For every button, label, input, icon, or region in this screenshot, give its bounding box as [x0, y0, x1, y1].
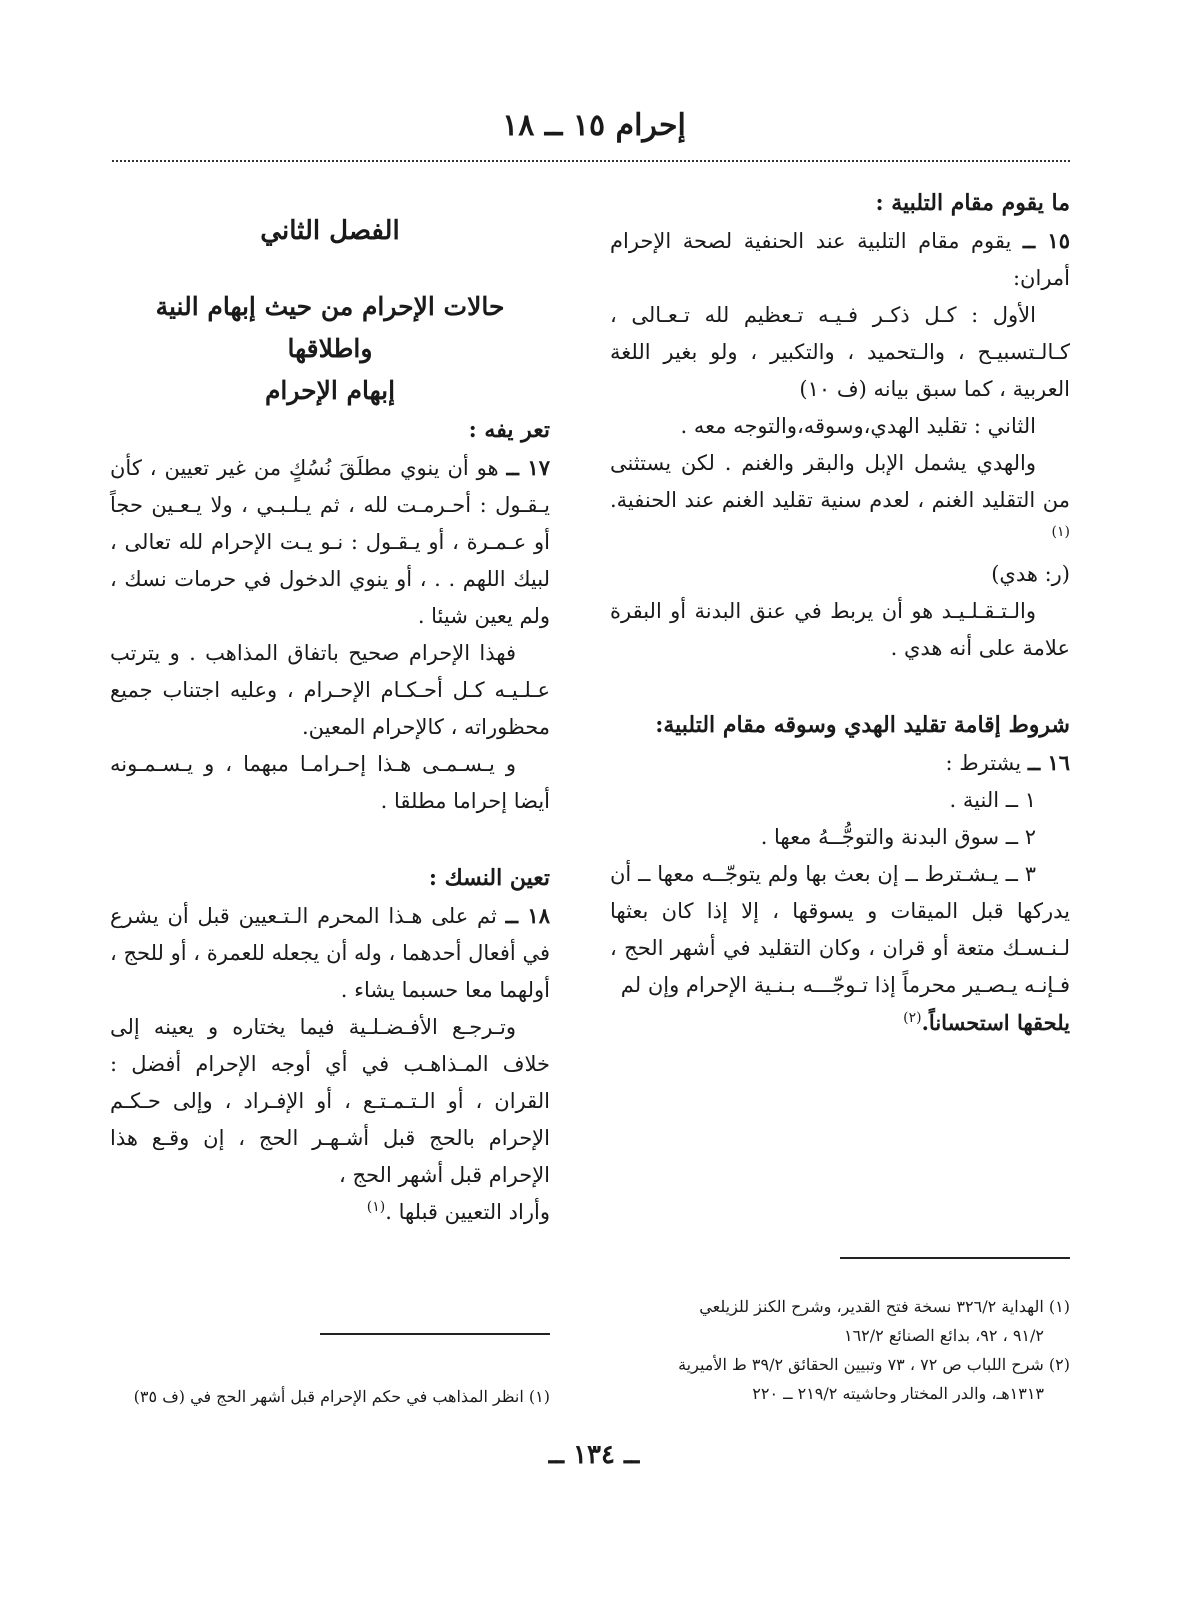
running-header: إحرام ١٥ ــ ١٨ [502, 108, 686, 143]
heading-conditions: شروط إقامة تقليد الهدي وسوقه مقام التلبية: [655, 712, 1070, 738]
hady-text: والهدي يشمل الإبل والبقر والغنم . لكن يستثنى من التقليد الغنم ، لعدم سنية تقليد الغنم عند الحنفية. [610, 451, 1070, 512]
footnote-2-line-2: ١٣١٣هـ، والدر المختار وحاشيته ٢١٩/٢ ــ ٢٢٠ [752, 1384, 1044, 1403]
paragraph-number-17: ١٧ ــ [506, 455, 550, 480]
footnote-mark: (١) [1051, 524, 1070, 540]
paragraph-18-end [110, 1194, 550, 1231]
footnote-mark: (٢) [903, 1010, 922, 1026]
footnote-rule-right [840, 1257, 1070, 1259]
hady-paragraph [610, 445, 1070, 556]
paragraph-17 [110, 449, 550, 635]
paragraph-18 [110, 897, 550, 1009]
section-title: حالات الإحرام من حيث إبهام النية واطلاقها [155, 292, 505, 363]
spacer [610, 667, 1070, 707]
condition-3: ٣ ــ يـشـترط ــ إن بعث بها ولم يتوجّــه معها ــ أن يدركها قبل الميقات و يسوقها ، إلا إذا كان بعثها لـنـسـك متعة أو قران ، وكان التقليد في أشهر الحج ، فـإنـه يـصـير محرماً إذا تـوجّـــه بـنـية الإحرام وإن لم [610, 862, 1070, 997]
spacer [110, 820, 550, 860]
hady-reference: (ر: هدي) [991, 562, 1070, 586]
paragraph-17-naming: و يـسـمـى هـذا إحـرامـا مبهما ، و يـسـمـونه أيضا إحراما مطلقا . [110, 752, 550, 813]
footnote-mark: (١) [366, 1199, 386, 1215]
paragraph-number-15: ١٥ ــ [1022, 228, 1070, 253]
paragraph-18-preference: وتـرجـع الأفـضـلـية فيما يختاره و يعينه إلى خلاف المـذاهـب في أي أوجه الإحرام أفضل : القران ، أو الـتـمـتـع ، أو الإفـراد ، وإلى حـكـم الإحرام بالحج قبل أشـهـر الحج ، إن وقـع هذا الإحرام قبل أشهر الحج ، [110, 1015, 550, 1187]
paragraph-15-text: يقوم مقام التلبية عند الحنفية لصحة الإحرام أمران: [610, 229, 1070, 290]
heading-definition: تعر يفه : [468, 417, 550, 443]
footnotes-left [110, 1382, 550, 1411]
paragraph-15 [610, 222, 1070, 297]
paragraph-17-ruling: فهذا الإحرام صحيح باتفاق المذاهب . و يترتب عـلـيـه كـل أحـكـام الإحـرام ، وعليه اجتناب جميع محظوراته ، كالإحرام المعين. [110, 641, 550, 739]
heading-tayin: تعين النسك : [428, 865, 550, 891]
footnote-1-line-1: (١) الهداية ٣٢٦/٢ نسخة فتح القدير، وشرح الكنز للزيلعي [699, 1297, 1070, 1316]
footnote-1-line-2: ٩١/٢ ، ٩٢، بدائع الصنائع ١٦٢/٢ [843, 1326, 1044, 1345]
paragraph-18-text: ثم على هـذا المحرم الـتـعيين قبل أن يشرع في أفعال أحدهما ، وله أن يجعله للعمرة ، أو للحج ، أولهما معا حسبما يشاء . [110, 904, 550, 1002]
footnote-left-1: (١) انظر المذاهب في حكم الإحرام قبل أشهر الحج في (ف ٣٥) [133, 1387, 550, 1406]
condition-2: ٢ ــ سوق البدنة والتوجُّــهُ معها . [760, 825, 1036, 849]
page-number: ــ ١٣٤ ــ [548, 1440, 640, 1470]
condition-3-end [610, 1004, 1070, 1042]
paragraph-16-text: يشترط : [945, 751, 1022, 775]
first-item: الأول : كـل ذكـر فـيـه تـعظيم لله تـعـالى ، كـالـتسبيـح ، والـتحميد ، والتكبير ، ولو بغير اللغة العربية ، كما سبق بيانه (ف ١٠) [610, 303, 1070, 401]
right-column [610, 185, 1070, 1042]
header-dotted-rule [112, 160, 1070, 162]
heading-talbiya-substitute: ما يقوم مقام التلبية : [875, 190, 1070, 216]
paragraph-number-18: ١٨ ــ [505, 903, 550, 928]
paragraph-18-end-text: وأراد التعيين قبلها . [385, 1200, 550, 1224]
footnote-2-line-1: (٢) شرح اللباب ص ٧٢ ، ٧٣ وتبيين الحقائق ٣٩/٢ ط الأميرية [678, 1355, 1070, 1374]
footnote-rule-left [320, 1333, 550, 1335]
paragraph-17-text: هو أن ينوي مطلَقَ نُسُكٍ من غير تعيين ، كأن يـقـول : أحـرمـت لله ، ثم يـلـبـي ، ولا يـعـين حجاً أو عـمـرة ، أو يـقـول : نـو يـت الإحرام لله تعالى ، لبيك اللهم . . ، أو ينوي الدخول في حرمات نسك ، ولم يعين شيئا . [110, 456, 550, 628]
footnotes-right [610, 1292, 1070, 1408]
subsection-title: إبهام الإحرام [264, 376, 396, 405]
condition-1: ١ ــ النية . [949, 788, 1036, 812]
condition-3-end-text: يلحقها استحساناً. [921, 1010, 1070, 1035]
chapter-title: الفصل الثاني [260, 216, 400, 246]
left-column [110, 185, 550, 1231]
paragraph-number-16: ١٦ ــ [1027, 750, 1070, 775]
paragraph-16 [610, 744, 1070, 782]
taqlid-definition: والـتـقـلـيـد هو أن يربط في عنق البدنة أو البقرة علامة على أنه هدي . [610, 599, 1070, 660]
second-item: الثاني : تقليد الهدي،وسوقه،والتوجه معه . [680, 414, 1036, 438]
